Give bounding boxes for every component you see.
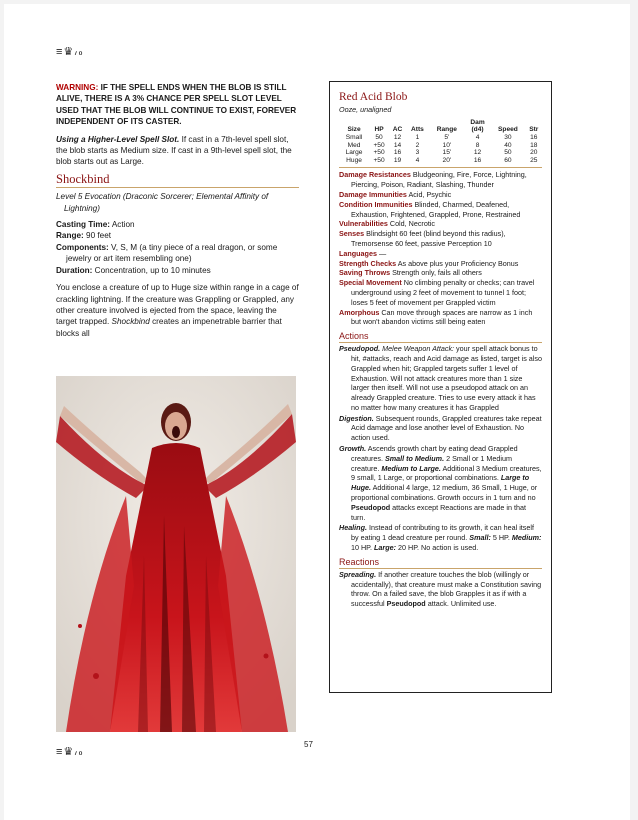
higher-level-note: Using a Higher-Level Spell Slot. If cast in a 7th-level spell slot, the blob starts as Medium size. If cast in a 9th-level spell slot, the blob starts out as Large. <box>56 134 292 167</box>
page-number: 57 <box>304 740 313 749</box>
action-growth: Growth. Ascends growth chart by eating dead Grappled creatures. Small to Medium. 2 Small or 1 Medium creature. Medium to Large. Additional 3 Medium creatures, 9 small, 1 Large, or proportional combinations. Large to Huge. Additional 4 large, 12 medium, 36 Small, 1 Huge, or proportional combinations. Growth occurs in 1 turn and no Pseudopod attacks except Reactions are made in that turn. <box>339 444 542 522</box>
warning-note: WARNING: IF THE SPELL ENDS WHEN THE BLOB IS STILL ALIVE, THERE IS A 3% CHANCE PER SPELL SLOT LEVEL USED THAT THE BLOB WILL CONTINUE TO EXIST, FOREVER INDEPENDENT OF ITS CASTER. <box>56 83 297 127</box>
condition-immunities: Condition Immunities Blinded, Charmed, Deafened, Exhaustion, Frightened, Grappled, Prone, Restrained <box>339 199 521 219</box>
reaction-spreading: Spreading. If another creature touches the blob (willingly or accidentally), that creature must make a Constitution saving throw. On a failed save, the blob Grapples it as if with a successful Pseudopod attack. Unlimited use. <box>339 569 542 609</box>
reactions-heading: Reactions <box>339 557 542 569</box>
left-column <box>56 82 299 345</box>
languages: Languages — <box>339 248 387 258</box>
spell-description: You enclose a creature of up to Huge size within range in a cage of crackling lightning. If the creature was Grappling or Grappled, any other creature involved is ejected from the space, leaving the target trapped. Shockbind creates an impenetrable barrier that blocks all <box>56 283 299 338</box>
screaming-figure-icon <box>56 376 296 732</box>
blood-figure-illustration <box>56 376 296 732</box>
casting-time: Casting Time: Action <box>56 220 135 230</box>
range: Range: 90 feet <box>56 231 112 241</box>
senses: Senses Blindsight 60 feet (blind beyond this radius), Tremorsense 60 feet, passive Perception 10 <box>339 229 506 248</box>
damage-resistances: Damage Resistances Bludgeoning, Fire, Force, Lightning, Piercing, Poison, Radiant, Slashing, Thunder <box>339 170 527 190</box>
components: Components: V, S, M (a tiny piece of a real dragon, or some jewelry or art item resembling one) <box>56 242 278 264</box>
table-row: Huge +50 19 4 20' 16 60 25 <box>346 156 538 164</box>
action-pseudopod: Pseudopod. Melee Weapon Attack: your spell attack bonus to hit, #attacks, reach and Acid damage as listed, target is also Grappled when hit; Grappled targets suffer 1 level of Exhaustion. Will not attack creatures more than 1 size larger then itself. Will not use a pseudopod attack on an already Grappled creature. Tries to use every attack it has no matter how many creatures it has Grappled <box>339 344 542 412</box>
statblock-type: Ooze, unaligned <box>339 105 392 114</box>
header-ornament-icon: ≡♛៸៰ <box>56 46 84 58</box>
statblock-red-acid-blob <box>329 81 552 693</box>
saving-throws: Saving Throws Strength only, fails all others <box>339 268 482 278</box>
spell-subtitle: Level 5 Evocation (Draconic Sorcerer; Elemental Affinity of Lightning) <box>56 192 269 213</box>
special-movement: Special Movement No climbing penalty or checks; can travel underground using 2 feet of movement to tunnel 1 foot; loses 5 feet of movement per Grappled victim <box>339 278 535 307</box>
vulnerabilities: Vulnerabilities Cold, Necrotic <box>339 219 436 229</box>
action-healing: Healing. Instead of contributing to its growth, it can heal itself by eating 1 dead creature per round. Small: 5 HP. Medium: 10 HP. Large: 20 HP. No action is used. <box>339 523 542 553</box>
footer-ornament-icon: ≡♛៸៰ <box>56 746 84 758</box>
table-row: Med +50 14 2 10' 8 40 18 <box>347 141 538 149</box>
growth-table-superheader: Dam <box>470 118 485 126</box>
growth-table <box>339 119 542 165</box>
damage-immunities: Damage Immunities Acid, Psychic <box>339 189 452 199</box>
duration: Duration: Concentration, up to 10 minutes <box>56 265 211 275</box>
page <box>4 4 630 820</box>
strength-checks: Strength Checks As above plus your Proficiency Bonus <box>339 258 519 268</box>
actions-heading: Actions <box>339 331 542 343</box>
amorphous: Amorphous Can move through spaces are narrow as 1 inch but won't abandon victims still being eaten <box>339 307 533 327</box>
growth-table-header: Size HP AC Atts Range (d4) Speed Str <box>347 126 539 134</box>
statblock-title: Red Acid Blob <box>339 91 408 103</box>
spell-title: Shockbind <box>56 174 299 188</box>
divider <box>339 167 542 168</box>
table-row: Large +50 16 3 15' 12 50 20 <box>345 149 538 157</box>
table-row: Small 50 12 1 5' 4 30 16 <box>345 133 538 141</box>
action-digestion: Digestion. Subsequent rounds, Grappled creatures take repeat Acid damage and lose another level of Exhaustion. No action used. <box>339 413 542 443</box>
